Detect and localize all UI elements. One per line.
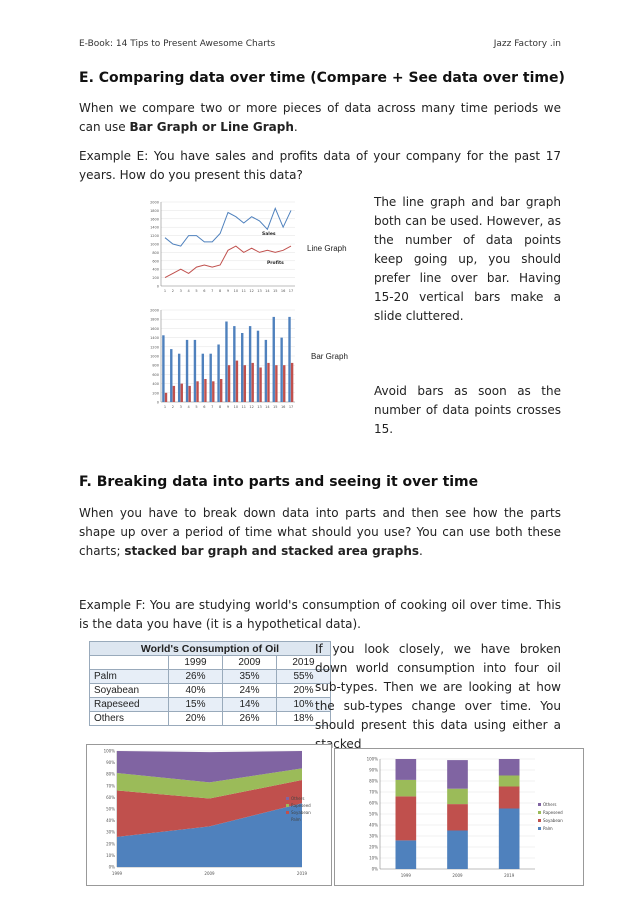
x-tick-label: 1999 (400, 873, 411, 878)
x-tick-label: 13 (257, 405, 262, 409)
legend-swatch-others (286, 797, 289, 800)
x-tick-label: 8 (219, 289, 222, 293)
bar-sales (162, 335, 164, 402)
y-tick-label: 0 (156, 284, 159, 289)
stacked-bar-rapeseed (499, 776, 520, 787)
y-tick-label: 10% (369, 855, 378, 861)
x-tick-label: 17 (288, 405, 294, 409)
y-tick-label: 40% (106, 818, 115, 824)
bar-sales (280, 338, 282, 402)
stacked-bar-palm (396, 840, 417, 869)
bar-profits (196, 381, 198, 402)
x-tick-label: 2019 (296, 871, 308, 876)
bar-profits (236, 361, 238, 402)
legend-label-others: Others (291, 796, 305, 801)
bar-profits (244, 365, 246, 402)
y-tick-label: 1600 (150, 326, 159, 331)
oil-consumption-table (89, 641, 331, 726)
y-tick-label: 20% (369, 844, 378, 850)
section-f-example: Example F: You are studying world's consumption of cooking oil over time. This is the data you have (it is a hypothetical data). (79, 598, 561, 631)
bar-sales (202, 354, 204, 402)
y-tick-label: 0% (371, 866, 378, 872)
legend-swatch-palm (538, 827, 541, 830)
bar-profits (188, 386, 190, 402)
legend-label-palm: Palm (291, 817, 301, 822)
bar-profits (204, 379, 206, 402)
bar-profits (252, 363, 254, 402)
table-year: 2009 (223, 656, 277, 670)
x-tick-label: 3 (179, 405, 182, 409)
x-tick-label: 2019 (504, 873, 515, 878)
x-tick-label: 6 (203, 405, 206, 409)
y-tick-label: 0% (108, 864, 115, 870)
legend-label-soyabean: Soyabean (291, 810, 311, 815)
table-row: Rapeseed 15% 14% 10% (90, 698, 331, 712)
bar-graph-chart (145, 305, 300, 415)
bar-sales (241, 333, 243, 402)
bar-sales (273, 317, 275, 402)
table-year: 2019 (277, 656, 331, 670)
y-tick-label: 10% (106, 852, 115, 858)
x-tick-label: 14 (265, 289, 270, 293)
bar-sales (217, 345, 219, 403)
y-tick-label: 100% (103, 748, 115, 754)
legend-label-rapeseed: Rapeseed (291, 803, 311, 808)
table-row: Palm 26% 35% 55% (90, 670, 331, 684)
section-e-title: E. Comparing data over time (Compare + See data over time) (79, 70, 565, 86)
section-e-side-note-2: Avoid bars as soon as the number of data points crosses 15. (374, 384, 561, 436)
bar-sales (249, 326, 251, 402)
x-tick-label: 1999 (111, 871, 123, 876)
y-tick-label: 40% (369, 822, 378, 828)
y-tick-label: 100% (366, 756, 378, 762)
section-e-side-note: The line graph and bar graph both can be used. However, as the number of data points keep going up, you should prefer line over bar. Having 15-20 vertical bars make a slide cluttered. (374, 195, 561, 323)
x-tick-label: 6 (203, 289, 206, 293)
x-tick-label: 4 (187, 405, 190, 409)
bar-profits (212, 381, 214, 402)
bar-sales (186, 340, 188, 402)
y-tick-label: 2000 (150, 200, 159, 205)
bar-graph-label: Bar Graph (311, 352, 348, 361)
stacked-bar-others (447, 760, 468, 789)
y-tick-label: 200 (152, 276, 159, 281)
legend-label-others: Others (543, 802, 557, 807)
bar-profits (291, 363, 293, 402)
y-tick-label: 0 (156, 400, 159, 405)
bar-profits (165, 393, 167, 402)
table-year: 1999 (169, 656, 223, 670)
table-title: World's Consumption of Oil (90, 642, 331, 656)
series-label-sales: Sales (262, 232, 276, 237)
stacked-bar-soyabean (447, 804, 468, 830)
stacked-bar-chart (334, 748, 584, 886)
x-tick-label: 2009 (452, 873, 463, 878)
y-tick-label: 400 (152, 267, 159, 272)
bar-profits (181, 384, 183, 402)
section-e-example: Example E: You have sales and profits data of your company for the past 17 years. How do you present this data? (79, 149, 561, 182)
x-tick-label: 13 (257, 289, 262, 293)
y-tick-label: 800 (152, 363, 159, 368)
legend-swatch-rapeseed (286, 804, 289, 807)
x-tick-label: 11 (241, 289, 246, 293)
section-f-side-note: If you look closely, we have broken down world consumption into four oil sub-types. Then we are looking at how the sub-types change over time. You should present this data using either a stacked (315, 642, 561, 751)
x-tick-label: 3 (179, 289, 182, 293)
y-tick-label: 1000 (150, 354, 159, 359)
x-tick-label: 5 (195, 289, 198, 293)
x-tick-label: 2 (171, 405, 174, 409)
y-tick-label: 1200 (150, 345, 159, 350)
stacked-area-chart (86, 744, 332, 886)
legend-swatch-others (538, 803, 541, 806)
y-tick-label: 400 (152, 382, 159, 387)
bar-sales (225, 322, 227, 403)
x-tick-label: 4 (187, 289, 190, 293)
x-tick-label: 9 (226, 405, 230, 409)
y-tick-label: 80% (369, 778, 378, 784)
bar-profits (259, 368, 261, 403)
stacked-bar-soyabean (396, 796, 417, 840)
x-tick-label: 16 (280, 405, 286, 409)
section-f-intro: When you have to break down data into parts and then see how the parts shape up over a period of time what should you use? You can use both these charts; stacked bar graph and stacked area graphs. (79, 506, 561, 558)
stacked-bar-rapeseed (396, 780, 417, 797)
y-tick-label: 1400 (150, 225, 159, 230)
y-tick-label: 20% (106, 841, 115, 847)
y-tick-label: 50% (106, 806, 115, 812)
y-tick-label: 80% (106, 771, 115, 777)
legend-label-palm: Palm (543, 826, 553, 831)
bar-profits (283, 365, 285, 402)
x-tick-label: 17 (288, 289, 294, 293)
x-tick-label: 5 (195, 405, 198, 409)
x-tick-label: 1 (163, 289, 167, 293)
y-tick-label: 90% (369, 767, 378, 773)
bar-sales (288, 317, 290, 402)
y-tick-label: 200 (152, 391, 159, 396)
section-e-intro: When we compare two or more pieces of data across many time periods we can use Bar Graph or Line Graph. (79, 101, 561, 134)
bar-sales (170, 349, 172, 402)
x-tick-label: 15 (273, 289, 278, 293)
series-label-profits: Profits (267, 261, 284, 266)
line-graph-chart (145, 198, 300, 298)
y-tick-label: 90% (106, 760, 115, 766)
y-tick-label: 1800 (150, 208, 159, 213)
bar-profits (228, 365, 230, 402)
bar-sales (178, 354, 180, 402)
x-tick-label: 7 (211, 289, 214, 293)
legend-swatch-palm (286, 818, 289, 821)
bar-sales (209, 354, 211, 402)
bar-profits (173, 386, 175, 402)
x-tick-label: 9 (226, 289, 230, 293)
y-tick-label: 800 (152, 250, 159, 255)
x-tick-label: 2009 (204, 871, 215, 876)
y-tick-label: 1200 (150, 234, 159, 239)
y-tick-label: 1800 (150, 317, 159, 322)
x-tick-label: 14 (265, 405, 270, 409)
y-tick-label: 50% (369, 811, 378, 817)
x-tick-label: 8 (219, 405, 222, 409)
table-corner (90, 656, 169, 670)
y-tick-label: 60% (369, 800, 378, 806)
x-tick-label: 10 (233, 405, 239, 409)
stacked-bar-soyabean (499, 787, 520, 809)
bar-sales (265, 340, 267, 402)
y-tick-label: 70% (106, 783, 115, 789)
y-tick-label: 70% (369, 789, 378, 795)
x-tick-label: 12 (249, 289, 254, 293)
x-tick-label: 2 (171, 289, 174, 293)
y-tick-label: 600 (152, 259, 159, 264)
x-tick-label: 11 (241, 405, 246, 409)
stacked-bar-others (396, 759, 417, 780)
legend-label-rapeseed: Rapeseed (543, 810, 563, 815)
x-tick-label: 10 (233, 289, 239, 293)
section-f-title: F. Breaking data into parts and seeing it over time (79, 474, 479, 490)
table-row: Others 20% 26% 18% (90, 712, 331, 726)
stacked-bar-rapeseed (447, 789, 468, 804)
y-tick-label: 1400 (150, 336, 159, 341)
x-tick-label: 16 (280, 289, 286, 293)
bar-profits (220, 379, 222, 402)
legend-label-soyabean: Soyabean (543, 818, 563, 823)
bar-profits (267, 363, 269, 402)
header-site: Jazz Factory .in (493, 39, 561, 49)
y-tick-label: 1600 (150, 217, 159, 222)
line-graph-label: Line Graph (307, 244, 347, 253)
emphasis-stacked: stacked bar graph and stacked area graphs (124, 544, 420, 558)
y-tick-label: 600 (152, 372, 159, 377)
bar-sales (233, 326, 235, 402)
header-book-title: E-Book: 14 Tips to Present Awesome Charts (79, 39, 276, 49)
y-tick-label: 1000 (150, 242, 159, 247)
x-tick-label: 12 (249, 405, 254, 409)
legend-swatch-soyabean (538, 819, 541, 822)
x-tick-label: 15 (273, 405, 278, 409)
stacked-bar-others (499, 759, 520, 776)
legend-swatch-soyabean (286, 811, 289, 814)
y-tick-label: 30% (106, 829, 115, 835)
bar-sales (257, 331, 259, 402)
bar-profits (275, 365, 277, 402)
legend-swatch-rapeseed (538, 811, 541, 814)
bar-sales (194, 340, 196, 402)
x-tick-label: 7 (211, 405, 214, 409)
emphasis-bar-line: Bar Graph or Line Graph (129, 120, 294, 134)
stacked-bar-palm (447, 831, 468, 870)
x-tick-label: 1 (163, 405, 167, 409)
stacked-bar-palm (499, 809, 520, 870)
y-tick-label: 2000 (150, 308, 159, 313)
table-row: Soyabean 40% 24% 20% (90, 684, 331, 698)
y-tick-label: 30% (369, 833, 378, 839)
y-tick-label: 60% (106, 794, 115, 800)
